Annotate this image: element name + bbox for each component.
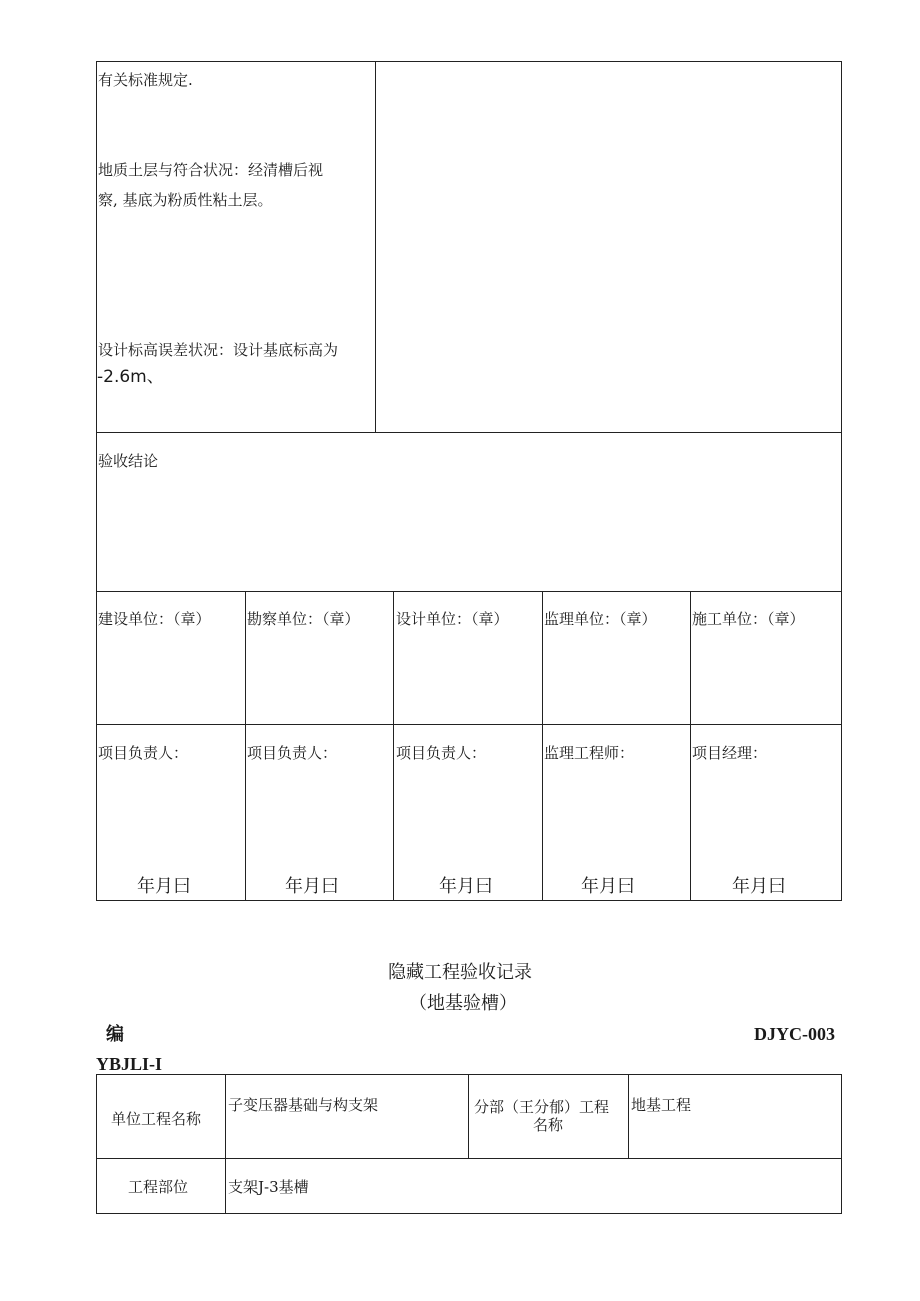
col-divider-1 [245, 591, 246, 901]
date-1: 年月曰 [137, 876, 191, 897]
date-4: 年月曰 [581, 876, 635, 897]
unit-project-label: 单位工程名称 [111, 1110, 202, 1128]
unit-project-value: 子变压器基础与构支架 [228, 1096, 379, 1114]
date-2: 年月曰 [285, 876, 339, 897]
signer-2: 项目负责人： [247, 744, 338, 762]
record-table-col-divider-2 [468, 1074, 469, 1159]
soil-condition-line-2: 察, 基底为粉质性粘土层。 [98, 191, 273, 209]
record-title: 隐藏工程验收记录 [388, 962, 532, 983]
elevation-line-1: 设计标高误差状况：设计基底标高为 [98, 341, 339, 359]
upper-form [96, 61, 842, 901]
code-number: DJYC-003 [754, 1024, 835, 1044]
col-divider-3 [542, 591, 543, 901]
unit-survey: 勘察单位：（章） [247, 610, 360, 628]
date-3: 年月曰 [439, 876, 493, 897]
record-table-row-divider [96, 1158, 842, 1159]
sub-project-value: 地基工程 [631, 1096, 692, 1114]
standards-text: 有关标准规定. [98, 71, 193, 89]
unit-contractor: 施工单位：（章） [692, 610, 805, 628]
unit-construction-owner: 建设单位：（章） [98, 610, 211, 628]
record-table-col-divider-1 [225, 1074, 226, 1214]
conclusion-label: 验收结论 [98, 452, 159, 470]
soil-condition-line-1: 地质土层与符合状况：经清槽后视 [98, 161, 324, 179]
signer-4: 监理工程师： [544, 744, 635, 762]
signer-5: 项目经理： [692, 744, 768, 762]
row-divider-3 [96, 724, 842, 725]
record-table-col-divider-3 [628, 1074, 629, 1159]
record-subtitle: （地基验槽） [409, 993, 517, 1014]
row-divider-2 [96, 591, 842, 592]
sub-project-label-line-2: 名称 [533, 1116, 564, 1134]
upper-divider-vertical [375, 61, 376, 433]
code-suffix: YBJLI-I [96, 1054, 163, 1074]
signer-3: 项目负责人： [396, 744, 487, 762]
part-label: 工程部位 [128, 1178, 189, 1196]
row-divider-1 [96, 432, 842, 433]
record-table [96, 1074, 842, 1214]
unit-supervision: 监理单位：（章） [544, 610, 657, 628]
part-value: 支架J-3基槽 [228, 1178, 309, 1196]
elevation-line-2: -2.6m、 [97, 367, 164, 387]
signer-1: 项目负责人： [98, 744, 189, 762]
unit-design: 设计单位：（章） [396, 610, 509, 628]
col-divider-4 [690, 591, 691, 901]
code-label: 编 [106, 1024, 124, 1044]
sub-project-label-line-1: 分部（王分郁）工程 [474, 1098, 610, 1116]
col-divider-2 [393, 591, 394, 901]
date-5: 年月曰 [732, 876, 786, 897]
